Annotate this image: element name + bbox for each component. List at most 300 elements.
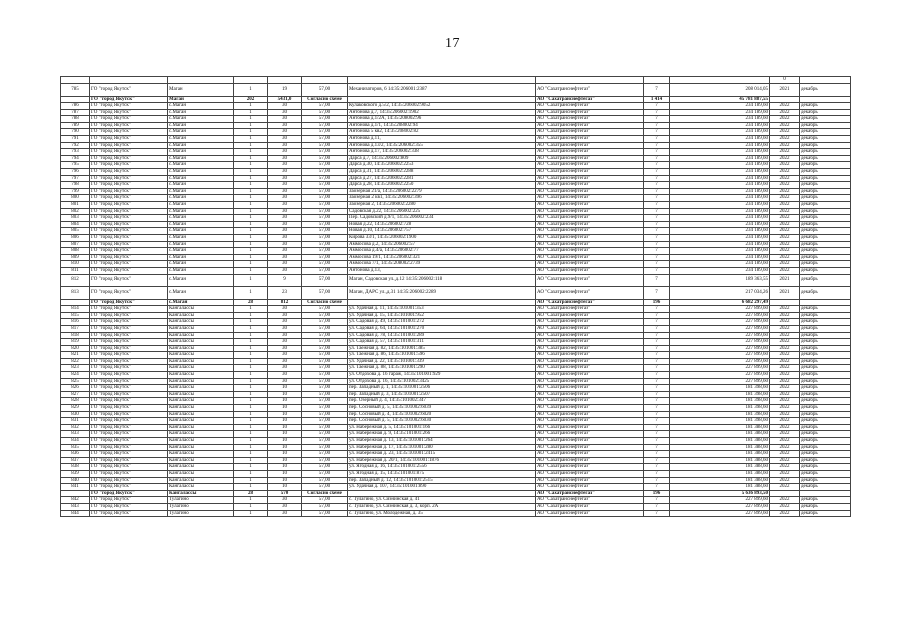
organization-cell: АО "Сахатранснефтегаз" xyxy=(536,267,644,274)
count-cell: 196 xyxy=(644,299,670,306)
locality-cell: с.Маган xyxy=(168,169,234,176)
quantity-cell: 1 xyxy=(234,109,268,116)
municipality-cell: ГО "город Якутск" xyxy=(90,96,168,103)
month-cell: декабрь xyxy=(800,457,851,464)
locality-cell: Кангалассы xyxy=(168,451,234,458)
address-description-cell: Антонова д.13, xyxy=(348,267,536,274)
address-description-cell: ул. Удачная д. 15, 14:35:101001:952 xyxy=(348,312,536,319)
row-number-cell: 807 xyxy=(61,241,90,248)
cost-cell: 181 398,60 xyxy=(670,398,770,405)
cost-cell: 234 189,60 xyxy=(670,234,770,241)
organization-cell: АО "Сахатранснефтегаз" xyxy=(536,438,644,445)
rate-cell: 57,00 xyxy=(302,385,348,392)
month-cell: декабрь xyxy=(800,287,851,300)
cost-cell: 234 189,60 xyxy=(670,122,770,129)
year-cell: 2022 xyxy=(770,241,800,248)
count-cell: 7 xyxy=(644,431,670,438)
organization-cell: АО "Сахатранснефтегаз" xyxy=(536,312,644,319)
table-row xyxy=(61,378,851,385)
quantity-cell: 1 xyxy=(234,116,268,123)
table-row xyxy=(61,451,851,458)
length-cell: 10 xyxy=(268,411,302,418)
count-cell: 7 xyxy=(644,457,670,464)
row-number-cell: 833 xyxy=(61,431,90,438)
count-cell: 7 xyxy=(644,228,670,235)
municipality-cell: ГО "город Якутск" xyxy=(90,398,168,405)
rate-cell: 57,00 xyxy=(302,503,348,510)
year-cell: 2022 xyxy=(770,103,800,110)
quantity-cell: 1 xyxy=(234,411,268,418)
quantity-cell: 1 xyxy=(234,261,268,268)
row-number-cell: 821 xyxy=(61,352,90,359)
rate-cell: 57,00 xyxy=(302,116,348,123)
length-cell: 30 xyxy=(268,339,302,346)
organization-cell: АО "Сахатранснефтегаз" xyxy=(536,332,644,339)
locality-cell: с.Маган xyxy=(168,149,234,156)
month-cell: декабрь xyxy=(800,175,851,182)
cost-cell: 227 899,60 xyxy=(670,378,770,385)
count-cell: 7 xyxy=(644,438,670,445)
quantity-cell: 1 xyxy=(234,398,268,405)
month-cell: декабрь xyxy=(800,470,851,477)
rate-cell: 57,00 xyxy=(302,464,348,471)
rate-cell: 57,00 xyxy=(302,109,348,116)
locality-cell: с.Маган xyxy=(168,261,234,268)
year-cell: 2022 xyxy=(770,129,800,136)
locality-cell: с.Маган xyxy=(168,175,234,182)
locality-cell: Кангалассы xyxy=(168,306,234,313)
cost-cell: 234 189,60 xyxy=(670,116,770,123)
row-number-cell: 832 xyxy=(61,424,90,431)
year-cell: 2022 xyxy=(770,202,800,209)
address-description-cell: ул. Таежная д. 82, 14:35:101001:385 xyxy=(348,345,536,352)
length-cell: 30 xyxy=(268,306,302,313)
table-row xyxy=(61,319,851,326)
length-cell: 30 xyxy=(268,254,302,261)
table-row xyxy=(61,510,851,517)
year-cell: 2022 xyxy=(770,149,800,156)
quantity-cell: 1 xyxy=(234,424,268,431)
quantity-cell: 1 xyxy=(234,122,268,129)
table-row xyxy=(61,228,851,235)
count-cell: 7 xyxy=(644,142,670,149)
row-number-cell: 793 xyxy=(61,149,90,156)
address-description-cell: Кулаковского д.5/2, 14:35:206002:9052 xyxy=(348,103,536,110)
cost-cell: 227 899,60 xyxy=(670,352,770,359)
organization-cell: АО "Сахатранснефтегаз" xyxy=(536,287,644,300)
rate-cell: 57,00 xyxy=(302,202,348,209)
length-cell: 30 xyxy=(268,497,302,504)
cost-cell: 181 398,60 xyxy=(670,385,770,392)
organization-cell: АО "Сахатранснефтегаз" xyxy=(536,358,644,365)
summary-row xyxy=(61,490,851,497)
length-cell: 30 xyxy=(268,136,302,143)
municipality-cell: ГО "город Якутск" xyxy=(90,490,168,497)
municipality-cell: ГО "город Якутск" xyxy=(90,503,168,510)
table-row xyxy=(61,234,851,241)
address-description-cell: Дарса д.27, 14:35:206002:2281 xyxy=(348,175,536,182)
row-number-cell: 810 xyxy=(61,261,90,268)
row-number-cell: 843 xyxy=(61,503,90,510)
length-cell: 30 xyxy=(268,234,302,241)
month-cell: декабрь xyxy=(800,241,851,248)
rate-cell: 57,00 xyxy=(302,228,348,235)
count-cell: 7 xyxy=(644,122,670,129)
quantity-cell: 1 xyxy=(234,372,268,379)
quantity-cell: 1 xyxy=(234,444,268,451)
organization-cell: АО "Сахатранснефтегаз" xyxy=(536,484,644,491)
municipality-cell: ГО "город Якутск" xyxy=(90,339,168,346)
municipality-cell: ГО "город Якутск" xyxy=(90,287,168,300)
row-number-cell: 800 xyxy=(61,195,90,202)
row-number-cell: 789 xyxy=(61,122,90,129)
rate-cell: 57,00 xyxy=(302,122,348,129)
municipality-cell: ГО "город Якутск" xyxy=(90,129,168,136)
month-cell: декабрь xyxy=(800,116,851,123)
locality-cell: с.Маган xyxy=(168,234,234,241)
year-cell: 2022 xyxy=(770,254,800,261)
quantity-cell: 28 xyxy=(234,299,268,306)
locality-cell: Кангалассы xyxy=(168,352,234,359)
length-cell: 30 xyxy=(268,510,302,517)
year-cell: 2022 xyxy=(770,325,800,332)
month-cell: декабрь xyxy=(800,352,851,359)
address-description-cell: Антонова д.1/1, 14:35:208002:94 xyxy=(348,122,536,129)
organization-cell: АО "Сахатранснефтегаз" xyxy=(536,202,644,209)
municipality-cell: ГО "город Якутск" xyxy=(90,248,168,255)
month-cell: декабрь xyxy=(800,234,851,241)
length-cell: 812 xyxy=(268,299,302,306)
table-row xyxy=(61,215,851,222)
rate-cell: 57,00 xyxy=(302,470,348,477)
table-row xyxy=(61,267,851,274)
quantity-cell: 1 xyxy=(234,510,268,517)
rate-cell: 57,00 xyxy=(302,398,348,405)
quantity-cell: 1 xyxy=(234,470,268,477)
municipality-cell: ГО "город Якутск" xyxy=(90,84,168,97)
address-description-cell: с. Тулагино, ул. Сиэнинская д. 3, корп. 2А xyxy=(348,503,536,510)
cost-cell: 208 014,05 xyxy=(670,84,770,97)
cost-cell: 227 899,60 xyxy=(670,319,770,326)
month-cell: декабрь xyxy=(800,182,851,189)
cost-cell: 181 388,60 xyxy=(670,431,770,438)
organization-cell: АО "Сахатранснефтегаз" xyxy=(536,162,644,169)
address-description-cell: Кирова 33/1, 14:35:206002:1900 xyxy=(348,234,536,241)
row-number-cell: 791 xyxy=(61,136,90,143)
row-number-cell: 785 xyxy=(61,84,90,97)
table-row xyxy=(61,175,851,182)
row-number-cell: 804 xyxy=(61,221,90,228)
row-number-cell: 838 xyxy=(61,464,90,471)
locality-cell: Кангалассы xyxy=(168,325,234,332)
municipality-cell: ГО "город Якутск" xyxy=(90,457,168,464)
month-cell: декабрь xyxy=(800,484,851,491)
locality-cell: с.Маган xyxy=(168,116,234,123)
quantity-cell: 1 xyxy=(234,457,268,464)
length-cell: 10 xyxy=(268,444,302,451)
year-cell: 2022 xyxy=(770,169,800,176)
year-cell: 2022 xyxy=(770,391,800,398)
cost-cell: 45 781 887,55 xyxy=(670,96,770,103)
quantity-cell: 1 xyxy=(234,221,268,228)
municipality-cell: ГО "город Якутск" xyxy=(90,215,168,222)
cost-cell: 181 388,60 xyxy=(670,477,770,484)
locality-cell: Кангалассы xyxy=(168,464,234,471)
municipality-cell: ГО "город Якутск" xyxy=(90,109,168,116)
quantity-cell: 202 xyxy=(234,96,268,103)
table-row xyxy=(61,254,851,261)
quantity-cell: 1 xyxy=(234,195,268,202)
cost-cell: 234 189,60 xyxy=(670,149,770,156)
year-cell: 2022 xyxy=(770,470,800,477)
month-cell: декабрь xyxy=(800,84,851,97)
rate-cell: 57,00 xyxy=(302,162,348,169)
address-description-cell: ул. Таежная д. 86, 14:35:101001:596 xyxy=(348,352,536,359)
count-cell: 7 xyxy=(644,241,670,248)
locality-cell: с.Маган xyxy=(168,208,234,215)
municipality-cell: ГО "город Якутск" xyxy=(90,378,168,385)
month-cell: декабрь xyxy=(800,195,851,202)
count-cell: 7 xyxy=(644,325,670,332)
cost-cell: 227 899,60 xyxy=(670,510,770,517)
year-cell: 2022 xyxy=(770,405,800,412)
quantity-cell: 1 xyxy=(234,175,268,182)
count-cell: 7 xyxy=(644,129,670,136)
rate-cell: 57,00 xyxy=(302,103,348,110)
count-cell: 1 414 xyxy=(644,96,670,103)
count-cell: 7 xyxy=(644,188,670,195)
cost-cell: 181 388,60 xyxy=(670,470,770,477)
address-description-cell: Аммосова 7/1, 14:35:208002:2739 xyxy=(348,261,536,268)
organization-cell: АО "Сахатранснефтегаз" xyxy=(536,149,644,156)
cost-cell: 227 899,60 xyxy=(670,372,770,379)
year-cell: 2022 xyxy=(770,385,800,392)
count-cell: 7 xyxy=(644,451,670,458)
locality-cell: Тулагино xyxy=(168,497,234,504)
count-cell: 7 xyxy=(644,182,670,189)
locality-cell: с.Маган xyxy=(168,122,234,129)
count-cell: 7 xyxy=(644,352,670,359)
quantity-cell: 1 xyxy=(234,339,268,346)
address-description-cell: Аммосова д.2, 14:35:206002:57 xyxy=(348,241,536,248)
address-description-cell: ул. Набережная д. 17, 14:35:101001:280 xyxy=(348,444,536,451)
month-cell: декабрь xyxy=(800,162,851,169)
cost-cell: 234 189,60 xyxy=(670,202,770,209)
month-cell: декабрь xyxy=(800,358,851,365)
count-cell: 7 xyxy=(644,162,670,169)
locality-cell: Кангалассы xyxy=(168,470,234,477)
quantity-cell: 1 xyxy=(234,418,268,425)
rate-cell: 57,00 xyxy=(302,136,348,143)
organization-cell: АО "Сахатранснефтегаз" xyxy=(536,365,644,372)
locality-cell: Кангалассы xyxy=(168,405,234,412)
rate-cell: 57,00 xyxy=(302,306,348,313)
quantity-cell: 1 xyxy=(234,484,268,491)
row-number-cell: 816 xyxy=(61,319,90,326)
length-cell: 9 xyxy=(268,274,302,287)
year-cell: 2022 xyxy=(770,267,800,274)
table-row xyxy=(61,503,851,510)
cost-cell: 5 636 893,50 xyxy=(670,490,770,497)
count-cell: 7 xyxy=(644,208,670,215)
row-number-cell: 796 xyxy=(61,169,90,176)
rate-cell: 57,00 xyxy=(302,248,348,255)
month-cell: декабрь xyxy=(800,444,851,451)
table-row xyxy=(61,372,851,379)
table-row xyxy=(61,339,851,346)
row-number-cell: 826 xyxy=(61,385,90,392)
municipality-cell: ГО "город Якутск" xyxy=(90,234,168,241)
table-row xyxy=(61,444,851,451)
year-cell: 2022 xyxy=(770,339,800,346)
year-cell: 2022 xyxy=(770,248,800,255)
table-row xyxy=(61,162,851,169)
cost-cell: 234 189,60 xyxy=(670,175,770,182)
organization-cell: АО "Сахатранснефтегаз" xyxy=(536,339,644,346)
locality-cell: Кангалассы xyxy=(168,391,234,398)
length-cell: 30 xyxy=(268,325,302,332)
quantity-cell: 1 xyxy=(234,391,268,398)
municipality-cell: ГО "город Якутск" xyxy=(90,352,168,359)
year-cell: 2022 xyxy=(770,175,800,182)
count-cell: 7 xyxy=(644,248,670,255)
length-cell: 10 xyxy=(268,418,302,425)
municipality-cell: ГО "город Якутск" xyxy=(90,345,168,352)
year-cell: 2022 xyxy=(770,345,800,352)
cost-cell: 234 189,60 xyxy=(670,195,770,202)
length-cell: 23 xyxy=(268,287,302,300)
municipality-cell: ГО "город Якутск" xyxy=(90,365,168,372)
municipality-cell: ГО "город Якутск" xyxy=(90,149,168,156)
municipality-cell: ГО "город Якутск" xyxy=(90,267,168,274)
month-cell: декабрь xyxy=(800,385,851,392)
organization-cell: АО "Сахатранснефтегаз" xyxy=(536,345,644,352)
month-cell: декабрь xyxy=(800,464,851,471)
length-cell: 30 xyxy=(268,319,302,326)
rate-cell: 57,00 xyxy=(302,155,348,162)
locality-cell: с.Маган xyxy=(168,195,234,202)
count-cell: 7 xyxy=(644,358,670,365)
year-cell: 2022 xyxy=(770,497,800,504)
count-cell: 7 xyxy=(644,254,670,261)
table-row xyxy=(61,464,851,471)
organization-cell: АО "Сахатранснефтегаз" xyxy=(536,182,644,189)
municipality-cell: ГО "город Якутск" xyxy=(90,254,168,261)
count-cell: 7 xyxy=(644,306,670,313)
month-cell: декабрь xyxy=(800,424,851,431)
cost-cell: 181 398,60 xyxy=(670,391,770,398)
year-cell: 2022 xyxy=(770,424,800,431)
municipality-cell: ГО "город Якутск" xyxy=(90,391,168,398)
organization-cell: АО "Сахатранснефтегаз" xyxy=(536,299,644,306)
rate-cell: 57,00 xyxy=(302,188,348,195)
length-cell: 30 xyxy=(268,109,302,116)
table-row xyxy=(61,109,851,116)
address-description-cell: Антонова д.1/2А, 14:35:208002:96 xyxy=(348,116,536,123)
month-cell: декабрь xyxy=(800,188,851,195)
cost-cell: 227 899,60 xyxy=(670,339,770,346)
quantity-cell: 1 xyxy=(234,451,268,458)
address-description-cell: Механизаторов, 6 14:35:206001:2387 xyxy=(348,84,536,97)
organization-cell: АО "Сахатранснефтегаз" xyxy=(536,169,644,176)
quantity-cell: 1 xyxy=(234,464,268,471)
quantity-cell: 1 xyxy=(234,345,268,352)
length-cell: 30 xyxy=(268,261,302,268)
municipality-cell: ГО "город Якутск" xyxy=(90,221,168,228)
cost-cell: 181 398,60 xyxy=(670,405,770,412)
month-cell: декабрь xyxy=(800,339,851,346)
address-description-cell: Антонова д.7, 14:35:206002:1902 xyxy=(348,109,536,116)
address-description-cell: пер. Западный д. 3, 14:35:101001:2507 xyxy=(348,391,536,398)
organization-cell: АО "Сахатранснефтегаз" xyxy=(536,444,644,451)
organization-cell: АО "Сахатранснефтегаз" xyxy=(536,431,644,438)
municipality-cell: ГО "город Якутск" xyxy=(90,477,168,484)
organization-cell: АО "Сахатранснефтегаз" xyxy=(536,503,644,510)
count-cell: 7 xyxy=(644,202,670,209)
quantity-cell: 1 xyxy=(234,497,268,504)
year-cell: 2022 xyxy=(770,444,800,451)
locality-cell: Кангалассы xyxy=(168,339,234,346)
rate-cell: 57,00 xyxy=(302,332,348,339)
count-cell: 7 xyxy=(644,385,670,392)
registry-table xyxy=(60,76,851,517)
quantity-cell: 1 xyxy=(234,254,268,261)
count-cell: 7 xyxy=(644,424,670,431)
length-cell: 30 xyxy=(268,195,302,202)
month-cell: декабрь xyxy=(800,510,851,517)
quantity-cell: 1 xyxy=(234,477,268,484)
row-number-cell: 806 xyxy=(61,234,90,241)
row-number-cell: 818 xyxy=(61,332,90,339)
locality-cell: Кангалассы xyxy=(168,424,234,431)
length-cell: 30 xyxy=(268,215,302,222)
cost-cell: 181 388,60 xyxy=(670,464,770,471)
month-cell xyxy=(800,96,851,103)
address-description-cell: Антонова д.17, 14:35:206002:338 xyxy=(348,149,536,156)
rate-cell: 57,00 xyxy=(302,312,348,319)
table-row xyxy=(61,188,851,195)
organization-cell: АО "Сахатранснефтегаз" xyxy=(536,116,644,123)
count-cell: 196 xyxy=(644,490,670,497)
count-cell: 7 xyxy=(644,464,670,471)
row-number-cell: 792 xyxy=(61,142,90,149)
row-number-cell: 829 xyxy=(61,405,90,412)
rate-cell: 57,00 xyxy=(302,438,348,445)
table-row xyxy=(61,202,851,209)
length-cell: 30 xyxy=(268,162,302,169)
address-description-cell xyxy=(348,490,536,497)
table-row xyxy=(61,325,851,332)
year-cell: 2022 xyxy=(770,438,800,445)
table-row xyxy=(61,169,851,176)
month-cell xyxy=(800,299,851,306)
quantity-cell: 1 xyxy=(234,162,268,169)
table-row xyxy=(61,122,851,129)
table-row xyxy=(61,182,851,189)
address-description-cell: Дарса д.30, 14:35:206002:2253 xyxy=(348,162,536,169)
year-cell: 2022 xyxy=(770,378,800,385)
count-cell: 7 xyxy=(644,510,670,517)
address-description-cell: пер. Сосновый д. 5, 14:35:101002:6030 xyxy=(348,418,536,425)
quantity-cell: 1 xyxy=(234,325,268,332)
length-cell: 10 xyxy=(268,470,302,477)
locality-cell: Кангалассы xyxy=(168,398,234,405)
month-cell: декабрь xyxy=(800,122,851,129)
address-description-cell: ул. Удачная д. 22, 14:35:101001:339 xyxy=(348,358,536,365)
locality-cell: Кангалассы xyxy=(168,484,234,491)
rate-cell: 57,00 xyxy=(302,267,348,274)
municipality-cell: ГО "город Якутск" xyxy=(90,431,168,438)
